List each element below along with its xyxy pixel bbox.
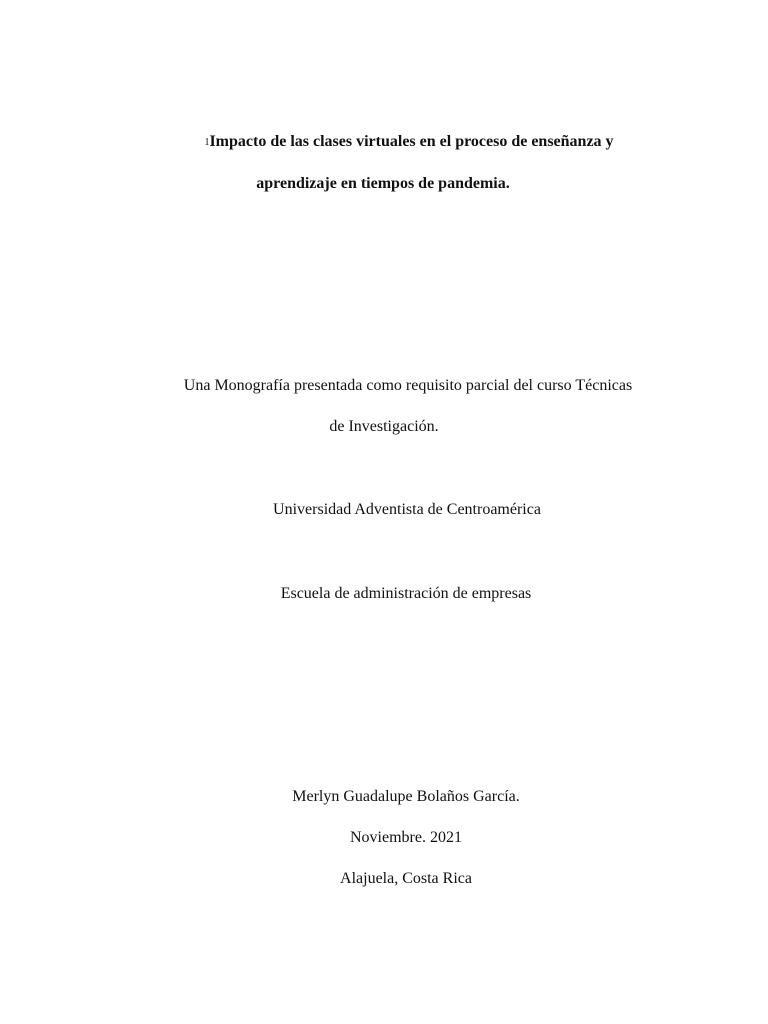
title-line-2: aprendizaje en tiempos de pandemia.: [256, 175, 510, 192]
submission-date: Noviembre. 2021: [350, 829, 462, 846]
school-name: Escuela de administración de empresas: [280, 585, 532, 602]
location: Alajuela, Costa Rica: [340, 870, 472, 887]
purpose-line-2: de Investigación.: [329, 418, 439, 435]
footnote-marker: 1: [204, 137, 210, 148]
title-line-1: [25, 132, 768, 153]
purpose-line-1: Una Monografía presentada como requisito parcial del curso Técnicas: [183, 377, 633, 394]
university-name: Universidad Adventista de Centroamérica: [273, 501, 541, 518]
title-text-line-1: Impacto de las clases virtuales en el proceso de enseñanza y: [209, 133, 614, 150]
author-name: Merlyn Guadalupe Bolaños García.: [292, 788, 520, 805]
